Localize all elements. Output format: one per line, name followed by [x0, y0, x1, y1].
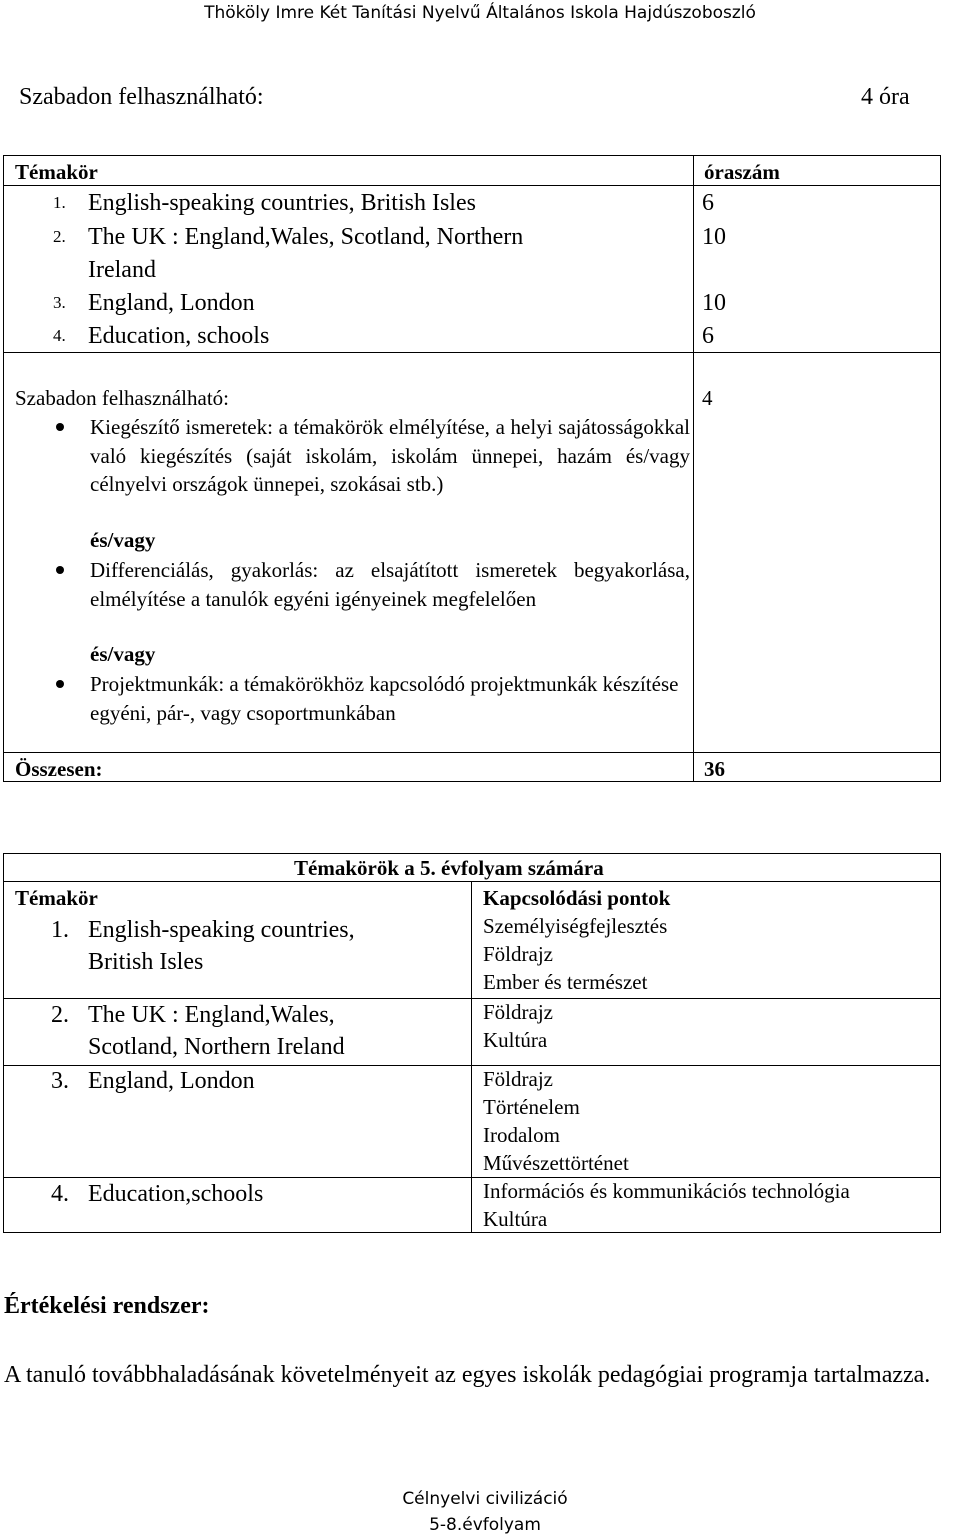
link-item: Történelem — [483, 1095, 580, 1119]
and-or-text: és/vagy — [90, 528, 156, 552]
column-header-links: Kapcsolódási pontok — [483, 886, 671, 910]
link-item: Személyiségfejlesztés — [483, 914, 668, 938]
connections-table — [3, 853, 941, 1233]
link-item: Kultúra — [483, 1028, 548, 1052]
bullet-dot — [56, 566, 64, 574]
row-divider — [4, 352, 940, 353]
link-item: Ember és természet — [483, 970, 648, 994]
row-divider — [4, 881, 940, 882]
evaluation-heading: Értékelési rendszer: — [4, 1293, 210, 1319]
row-number: 4. — [51, 1181, 69, 1207]
row-number: 1. — [53, 193, 66, 212]
topic-text-continued: Scotland, Northern Ireland — [88, 1034, 345, 1060]
topic-text: English-speaking countries, — [88, 917, 355, 943]
link-item: Földrajz — [483, 1067, 553, 1091]
table-title: Témakörök a 5. évfolyam számára — [294, 856, 604, 880]
topic-text: The UK : England,Wales, Scotland, Northern — [88, 224, 524, 250]
hours-value: 6 — [702, 323, 714, 349]
evaluation-text: A tanuló továbbhaladásának követelményeit az egyes iskolák pedagógiai programja tartalmazza. — [4, 1362, 931, 1388]
topics-hours-table — [3, 155, 941, 782]
free-hours-label: Szabadon felhasználható: — [19, 84, 264, 110]
and-or-text: és/vagy — [90, 642, 156, 666]
free-hours-value: 4 óra — [861, 84, 910, 110]
column-divider — [693, 156, 694, 781]
hours-value: 6 — [702, 190, 714, 216]
row-number: 3. — [53, 293, 66, 312]
bullet-text: Kiegészítő ismeretek: a témakörök elmélyítése, a helyi sajátosságokkal való kiegészítés (saját iskolám, iskolám ünnepei, hazám és/vagy célnyelvi országok ünnepei, szokásai stb.) — [90, 415, 690, 496]
row-number: 1. — [51, 917, 69, 943]
row-divider — [4, 185, 940, 186]
column-header-topic: Témakör — [15, 886, 98, 910]
row-divider — [4, 752, 940, 753]
row-divider — [4, 1065, 940, 1066]
topic-text-continued: Ireland — [88, 257, 156, 283]
free-hours: 4 — [702, 386, 713, 410]
topic-text: England, London — [88, 290, 255, 316]
topic-text: English-speaking countries, British Isles — [88, 190, 476, 216]
topic-text: The UK : England,Wales, — [88, 1002, 335, 1028]
total-label: Összesen: — [15, 757, 103, 781]
row-number: 4. — [53, 326, 66, 345]
topic-text: England, London — [88, 1068, 255, 1094]
page-header: Thököly Imre Két Tanítási Nyelvű Általános Iskola Hajdúszoboszló — [204, 3, 756, 23]
footer-grade: 5-8.évfolyam — [429, 1515, 541, 1535]
topic-text: Education, schools — [88, 323, 270, 349]
link-item: Irodalom — [483, 1123, 560, 1147]
hours-value: 10 — [702, 290, 726, 316]
footer-subject: Célnyelvi civilizáció — [402, 1489, 568, 1509]
row-number: 3. — [51, 1068, 69, 1094]
bullet-dot — [56, 680, 64, 688]
bullet-text: Projektmunkák: a témakörökhöz kapcsolódó projektmunkák készítése egyéni, pár-, vagy csoportmunkában — [90, 672, 679, 725]
bullet-dot — [56, 423, 64, 431]
row-number: 2. — [51, 1002, 69, 1028]
topic-text-continued: British Isles — [88, 949, 204, 975]
bullet-text: Differenciálás, gyakorlás: az elsajátított ismeretek begyakorlása, elmélyítése a tanulók egyéni igényeinek megfelelően — [90, 558, 690, 611]
hours-value: 10 — [702, 224, 726, 250]
column-divider — [471, 881, 472, 1232]
link-item: Információs és kommunikációs technológia — [483, 1179, 850, 1203]
topic-text: Education,schools — [88, 1181, 264, 1207]
free-title: Szabadon felhasználható: — [15, 386, 229, 410]
total-value: 36 — [704, 757, 725, 781]
row-divider — [4, 998, 940, 999]
row-number: 2. — [53, 227, 66, 246]
link-item: Földrajz — [483, 942, 553, 966]
column-header-hours: óraszám — [704, 160, 780, 184]
link-item: Művészettörténet — [483, 1151, 629, 1175]
column-header-topic: Témakör — [15, 160, 98, 184]
link-item: Földrajz — [483, 1000, 553, 1024]
link-item: Kultúra — [483, 1207, 548, 1231]
row-divider — [4, 1177, 940, 1178]
